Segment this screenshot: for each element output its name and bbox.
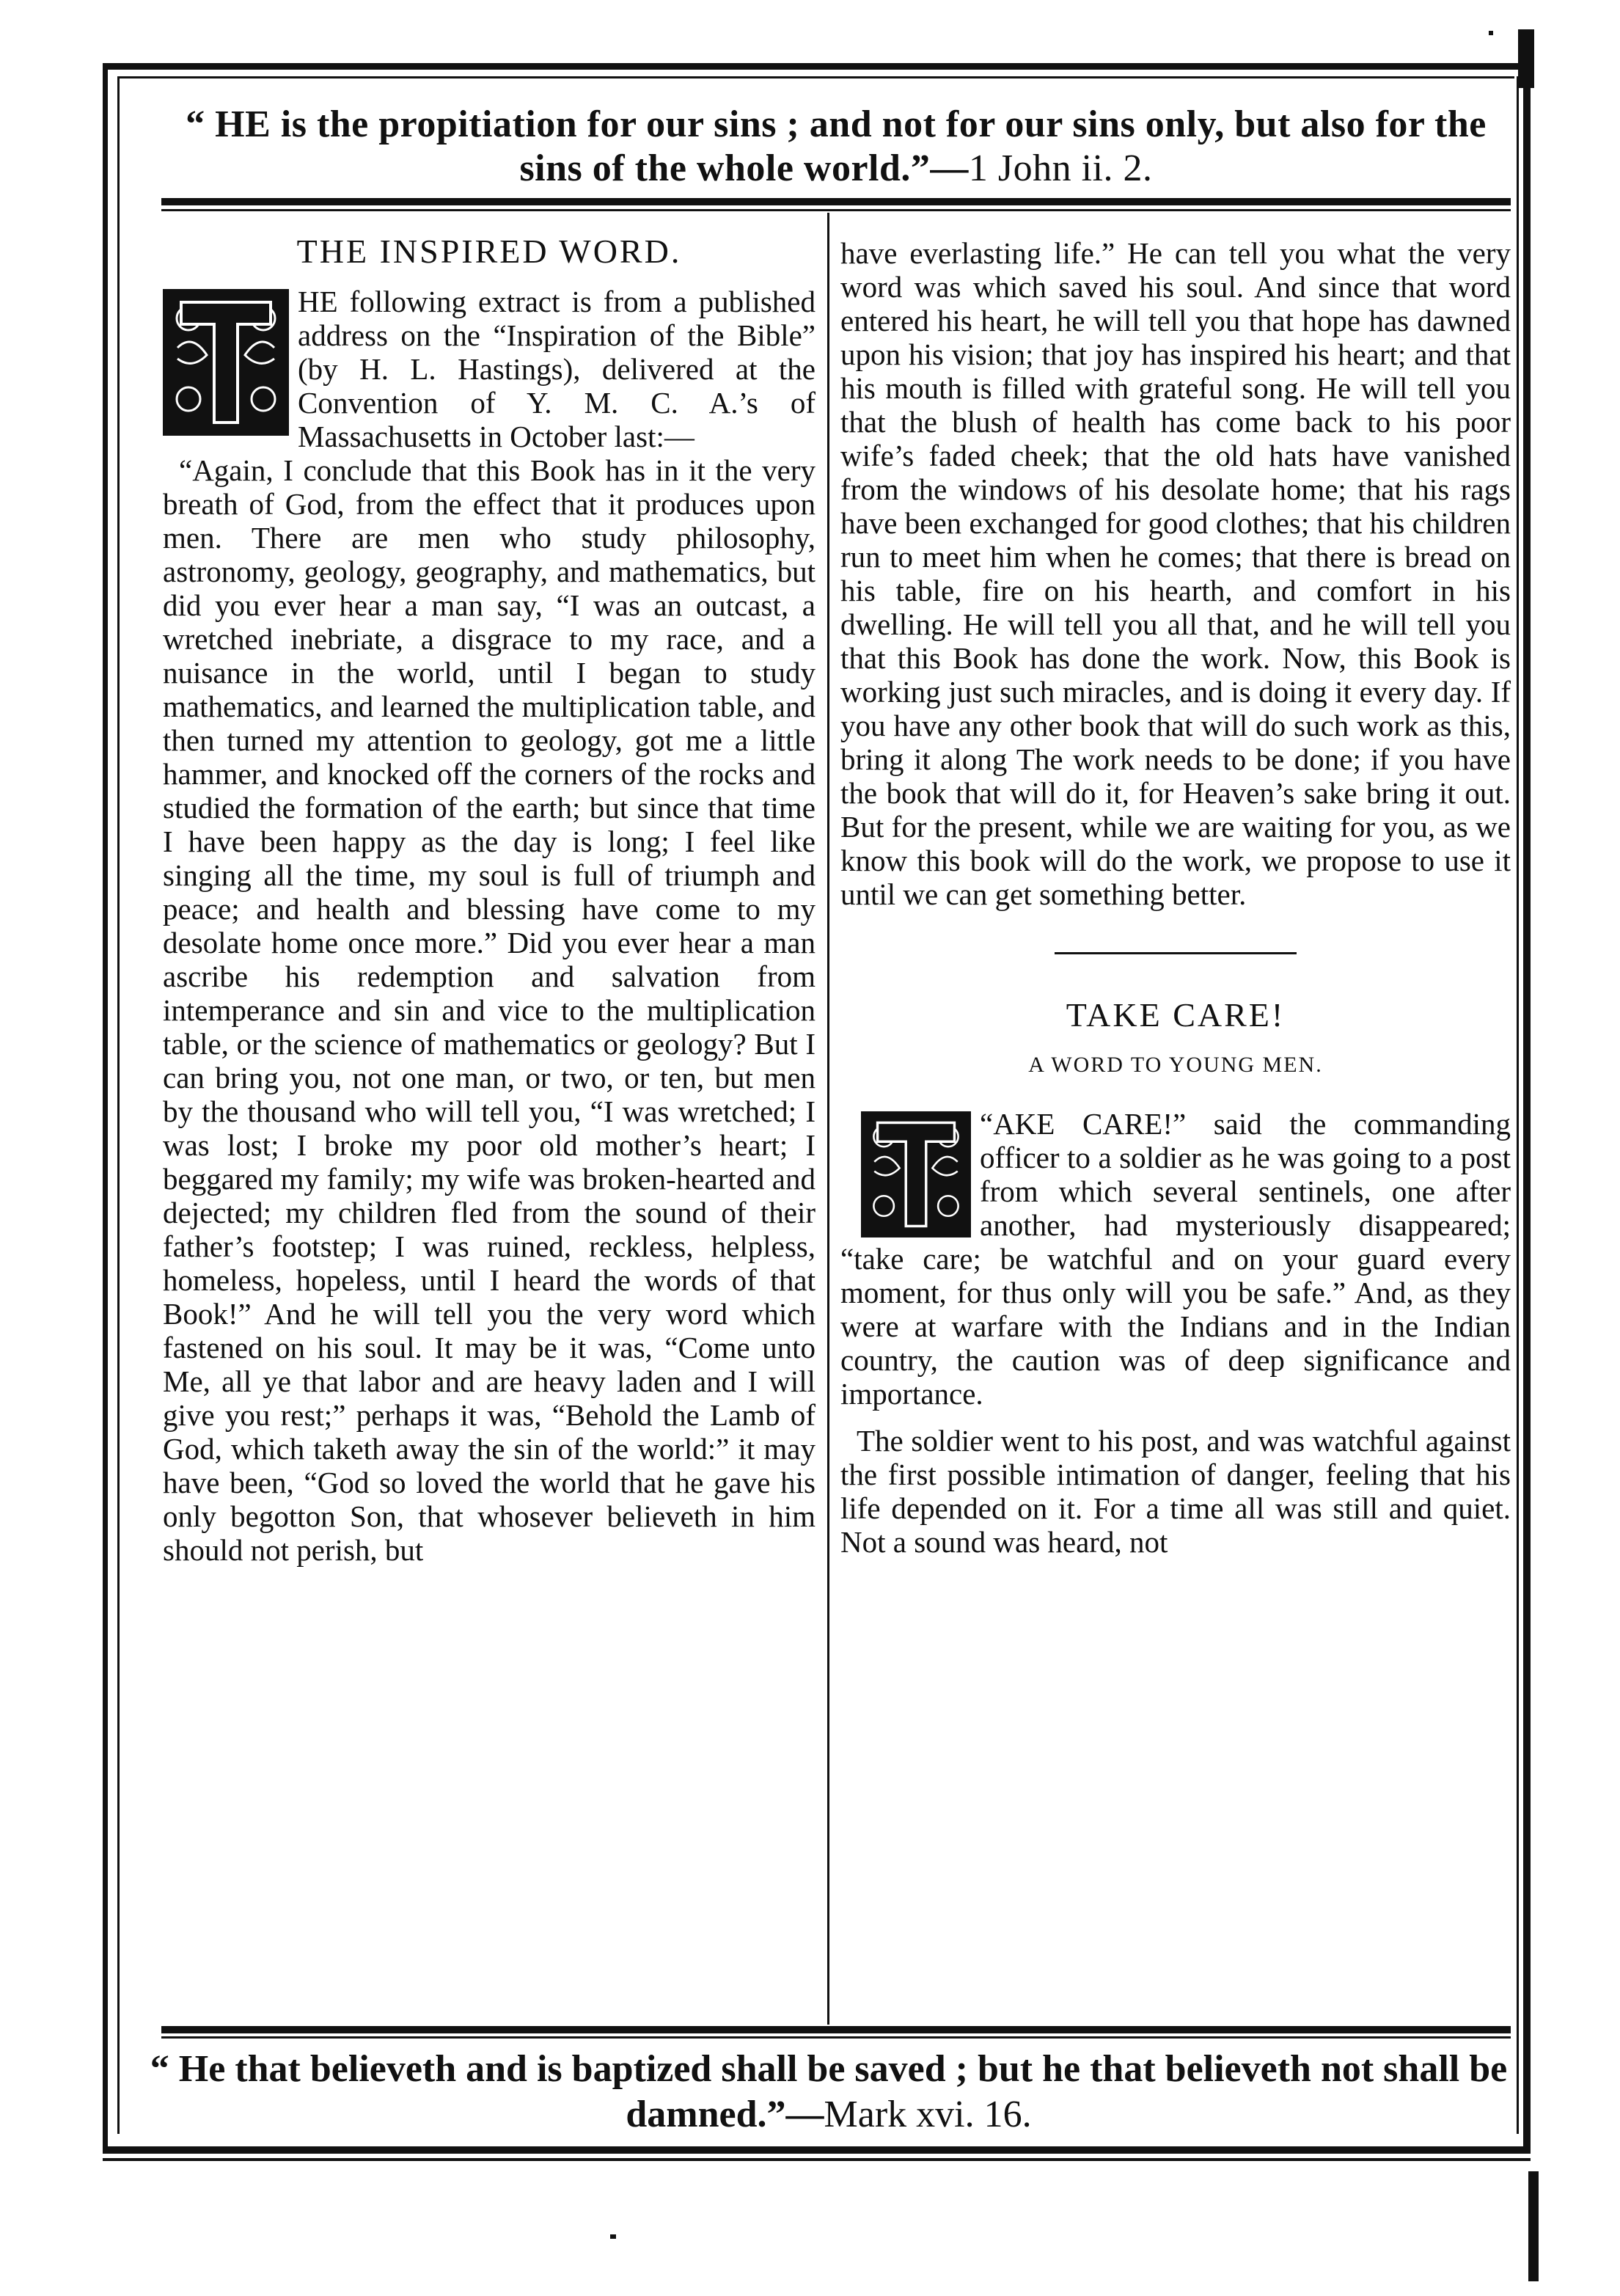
footer-divider-thin-rule bbox=[161, 2036, 1511, 2039]
header-quote-reference: 1 John ii. 2. bbox=[968, 147, 1153, 189]
article-title-inspired-word: THE INSPIRED WORD. bbox=[296, 233, 682, 270]
edge-mark bbox=[610, 2234, 616, 2239]
edge-mark bbox=[1518, 29, 1534, 88]
top-border-rule bbox=[103, 63, 1531, 70]
article-subtitle: A WORD TO YOUNG MEN. bbox=[1028, 1053, 1323, 1077]
left-column bbox=[163, 235, 816, 1567]
article-paragraph: “Again, I conclude that this Book has in it the very breath of God, from the effect that it produces upon men. There are men who study philosophy, astronomy, geology, geography, and mathematics, but did you ever hear a man say, “I was an outcast, a wretched inebriate, a disgrace to my race, and a nuisance in the world, until I began to study mathematics, and learned the multiplication table, and then turned my attention to geology, got me a little hammer, and knocked off the corners of the rocks and studied the formation of the earth; but since that time I have been happy as the day is long; I feel like singing all the time, my soul is full of triumph and peace; and health and blessing have come to my desolate home once more.” Did you ever hear a man ascribe his redemption and salvation from intemperance and sin and vice to the multiplication table, or the science of mathematics or geology? But I can bring you, not one man, or two, or ten, but men by the thousand who will tell you, “I was wretched; I was lost; I broke my poor old mother’s heart; I beggared my family; my wife was broken-hearted and dejected; my children fled from the sound of their father’s footstep; I was ruined, reckless, helpless, homeless, hopeless, until I heard the words of that Book!” And he will tell you the very word which fastened on his soul. It may be it was, “Come unto Me, all ye that labor and are heavy laden and I will give you rest;” perhaps it was, “Behold the Lamb of God, which taketh away the sin of the world:” it may have been, “God so loved the world that he gave his only begotton Son, that whosever believeth in him should not perish, but bbox=[163, 453, 816, 1567]
footer-divider-rule bbox=[161, 2026, 1511, 2033]
bottom-border-rule bbox=[103, 2146, 1531, 2154]
ornamental-t-icon bbox=[163, 289, 289, 436]
article-paragraph: The soldier went to his post, and was watchful against the first possible intimation of danger, feeling that his life depended on it. For a time all was still and quiet. Not a sound was heard, not bbox=[840, 1424, 1511, 1559]
article-intro: HE following extract is from a published address on the “Inspiration of the Bible” (by H. L. Hastings), delivered at the Convention of Y. M. C. A.’s of Massachusetts in October last:— bbox=[298, 285, 816, 453]
footer-quote-text: “ He that believeth and is baptized shall be saved ; but he that believeth not shall be damned.”— bbox=[150, 2048, 1508, 2135]
ornamental-dropcap-t bbox=[163, 289, 289, 436]
article-title-take-care: TAKE CARE! bbox=[1066, 996, 1286, 1034]
header-divider-thin-rule bbox=[161, 209, 1511, 211]
footer-scripture-quote bbox=[132, 2047, 1525, 2138]
header-quote-text: “ HE is the propitiation for our sins ; and not for our sins only, but also for the sins of the whole world.”— bbox=[186, 103, 1487, 189]
header-divider-rule bbox=[161, 198, 1511, 205]
footer-quote-reference: Mark xvi. 16. bbox=[824, 2094, 1032, 2135]
article-paragraph: “AKE CARE!” said the commanding officer to a soldier as he was going to a post from which several sentinels, one after another, had mysteriously disappeared; “take care; be watchful and on your guard every moment, for thus only will you be safe.” And, as they were at warfare with the Indians and in the Indian country, the caution was of deep significance and importance. bbox=[840, 1107, 1511, 1411]
edge-mark bbox=[1489, 31, 1493, 35]
edge-mark bbox=[1528, 2171, 1539, 2281]
ornamental-dropcap-t-2 bbox=[861, 1111, 971, 1237]
column-divider bbox=[827, 213, 829, 2025]
right-column bbox=[840, 236, 1511, 1559]
section-divider bbox=[1055, 952, 1297, 954]
article-paragraph-continued: have everlasting life.” He can tell you what the very word was which saved his soul. And since that word entered his heart, he will tell you that hope has dawned upon his vision; that joy has inspired his heart; and that his mouth is filled with grateful song. He will tell you that the blush of health has come back to his poor wife’s faded cheek; that the old hats have vanished from the windows of his desolate home; that his rags have been exchanged for good clothes; that his children run to meet him when he comes; that there is bread on his table, fire on his hearth, and comfort in his dwelling. He will tell you all that, and he will tell you that this Book has done the work. Now, this Book is working just such miracles, and is doing it every day. If you have any other book that will do such work as this, bring it along The work needs to be done; if you have the book that will do it, for Heaven’s sake bring it out. But for the present, while we are waiting for you, as we know this book will do the work, we propose to use it until we can get something better. bbox=[840, 236, 1511, 911]
ornamental-t-icon bbox=[861, 1111, 971, 1237]
header-scripture-quote bbox=[161, 103, 1511, 191]
bottom-border-thin-rule bbox=[103, 2158, 1531, 2161]
